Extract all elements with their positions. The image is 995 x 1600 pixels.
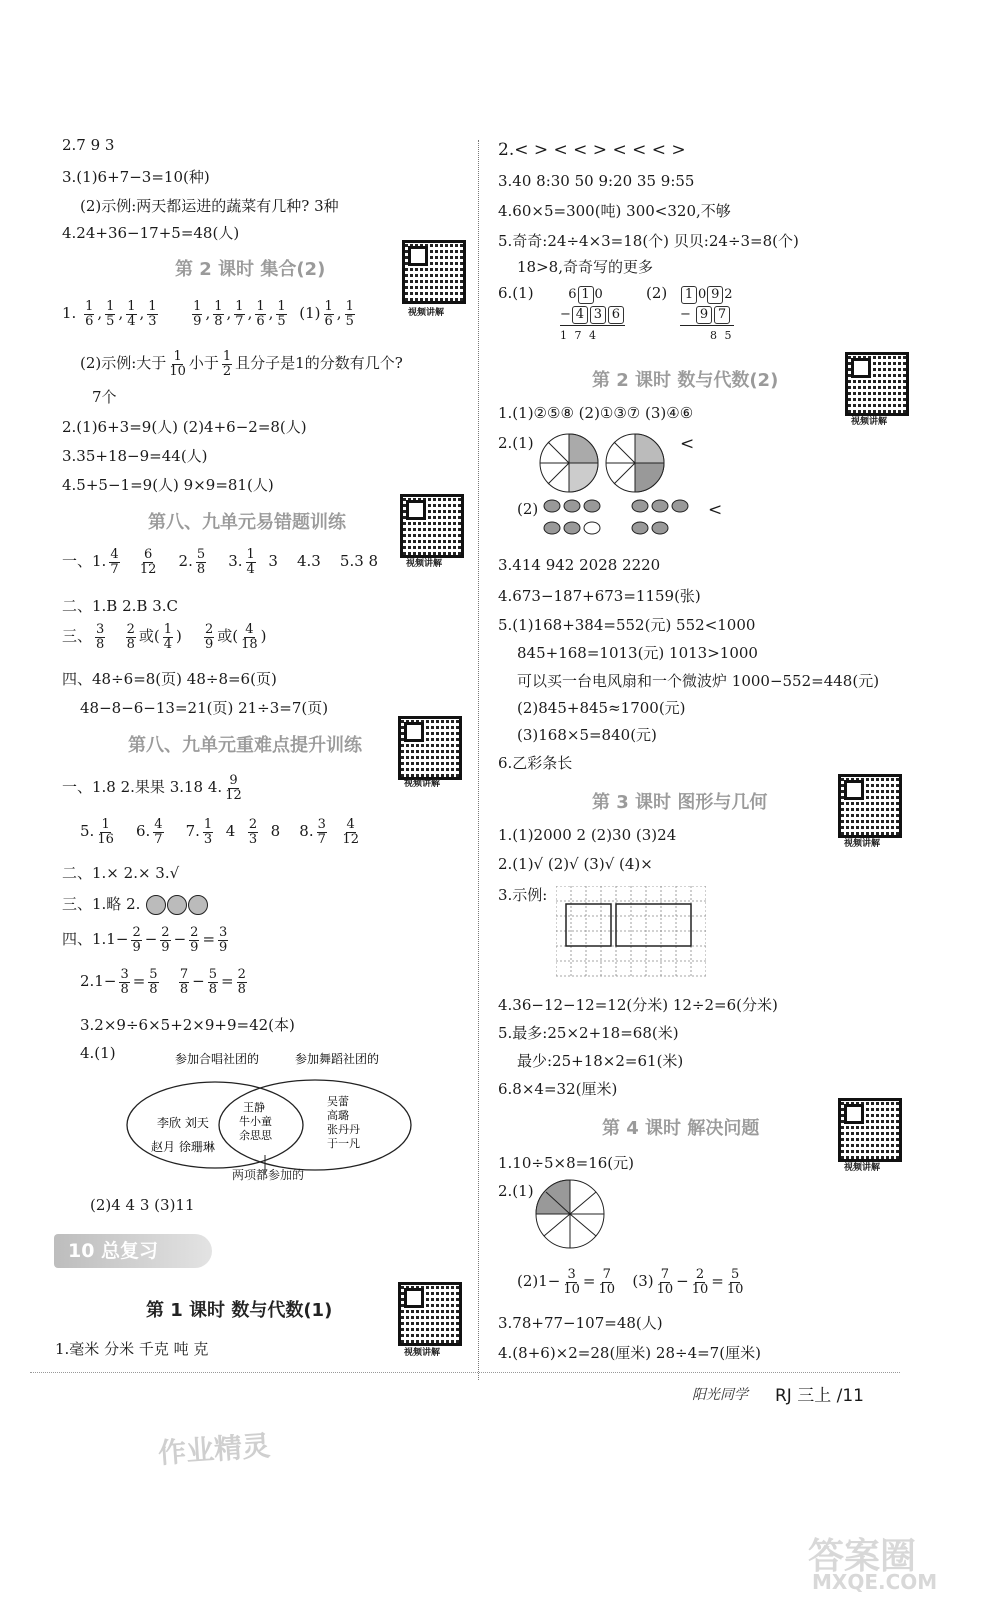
answer-line-fractions: 一、1.8 2.果果 3.18 4. $\frac{9}{12}$ (62, 773, 242, 803)
vertical-calc-2: 1 0 9 2 − 9 7 8 5 (680, 287, 734, 342)
watermark-right-top: 答案圈 (808, 1536, 917, 1577)
venn-mid-name: 余思思 (239, 1129, 272, 1142)
answer-line: 3.示例: (498, 886, 548, 904)
answer-line: 5.奇奇:24÷4×3=18(个) 贝贝:24÷3=8(个) (498, 232, 799, 250)
answer-line: 18>8,奇奇写的更多 (517, 258, 653, 276)
answer-line: 4.673−187+673=1159(张) (498, 587, 701, 605)
qr-caption: 视频讲解 (844, 1163, 881, 1173)
answer-line: 四、48÷6=8(页) 48÷8=6(页) (62, 670, 277, 688)
venn-bottom-label: 两项都参加的 (232, 1168, 305, 1182)
section-heading: 第 1 课时 数与代数(1) (146, 1300, 333, 1321)
compare-sign: < (680, 434, 695, 454)
qr-code-icon[interactable] (838, 774, 902, 838)
section-heading: 第八、九单元重难点提升训练 (128, 735, 362, 756)
answer-line: 4.(1) (80, 1044, 116, 1062)
answer-line: 845+168=1013(元) 1013>1000 (517, 644, 758, 662)
section-heading: 第 4 课时 解决问题 (602, 1118, 760, 1139)
page-number: RJ 三上 /11 (775, 1386, 864, 1406)
answer-line: 3.2×9÷6×5+2×9+9=42(本) (80, 1016, 295, 1034)
qr-code-icon[interactable] (398, 1282, 462, 1346)
answer-line: 二、1.B 2.B 3.C (62, 597, 178, 615)
answer-line: (2)示例:大于 $\frac{1}{10}$ 小于 $\frac{1}{2}$ 且分子是1的分数有几个? (80, 349, 403, 379)
qr-caption: 视频讲解 (844, 839, 881, 849)
grid-drawing (556, 886, 706, 978)
pie-fraction-figures (538, 432, 668, 494)
answer-line: 3.35+18−9=44(人) (62, 447, 208, 465)
answer-line: (2)4 4 3 (3)11 (90, 1196, 195, 1214)
answer-line: 可以买一台电风扇和一个微波炉 1000−552=448(元) (517, 672, 880, 690)
answer-line: (2)示例:两天都运进的蔬菜有几种? 3种 (80, 197, 339, 215)
answer-line: 4.(8+6)×2=28(厘米) 28÷4=7(厘米) (498, 1344, 761, 1362)
section-heading: 第 2 课时 数与代数(2) (592, 370, 779, 391)
answer-line: 1.毫米 分米 千克 吨 克 (55, 1340, 209, 1358)
vertical-calc-1: 6 1 0 − 4 3 6 1 7 4 (560, 285, 625, 346)
answer-line: 48−8−6−13=21(页) 21÷3=7(页) (80, 699, 329, 717)
answer-line: 4.24+36−17+5=48(人) (62, 224, 240, 242)
section-heading: 第 3 课时 图形与几何 (592, 792, 768, 813)
qr-code-icon[interactable] (400, 494, 464, 558)
venn-mid-name: 牛小童 (239, 1115, 272, 1128)
venn-right-name: 张丹丹 (327, 1123, 360, 1136)
answer-line: 2.(1) (498, 1182, 534, 1200)
answer-line: 1.(1)2000 2 (2)30 (3)24 (498, 826, 677, 844)
venn-right-name: 高璐 (327, 1109, 349, 1122)
answer-line: 6.乙彩条长 (498, 754, 573, 772)
answer-line: 3.78+77−107=48(人) (498, 1314, 663, 1332)
answer-line: 3.(1)6+7−3=10(种) (62, 168, 210, 186)
answer-line: 5.最多:25×2+18=68(米) (498, 1024, 679, 1042)
answer-line: 2.(1)√ (2)√ (3)√ (4)× (498, 855, 653, 873)
pie-fraction-figure (534, 1178, 606, 1250)
venn-mid-name: 王静 (243, 1101, 265, 1114)
answer-line: 5.(1)168+384=552(元) 552<1000 (498, 616, 756, 634)
qr-caption: 视频讲解 (851, 417, 888, 427)
answer-line-fractions: 四、1.1− $\frac{2}{9}$ − $\frac{2}{9}$ − $\frac{2}{9}$ = $\frac{3}{9}$ (62, 925, 228, 955)
watermark-left: 作业精灵 (157, 1429, 272, 1470)
qr-caption: 视频讲解 (404, 779, 441, 789)
answer-line: 三、1.略 2. (62, 893, 211, 916)
venn-title-right: 参加舞蹈社团的 (295, 1052, 380, 1066)
watermark-right-bottom: MXQE.COM (812, 1570, 938, 1594)
qr-code-icon[interactable] (838, 1098, 902, 1162)
vertical-calc-label: (2) (646, 284, 668, 302)
venn-left-name: 赵月 徐珊琳 (151, 1140, 215, 1154)
answer-line-fractions: 1. $\frac{1}{6}$ , $\frac{1}{5}$ , $\frac{1}{4}$ , $\frac{1}{3}$ $\frac{1}{9}$ , $\frac{1}{8}$ , $\frac{1}{7}$ , $\frac{1}{6}$ , $\frac{1}{5}$ (1) $\frac{1}{6}$ , $\frac{1}{5}$ (62, 299, 354, 329)
qr-caption: 视频讲解 (406, 559, 443, 569)
answer-line-fractions: (2)1− $\frac{3}{10}$ = $\frac{7}{10}$ (3) $\frac{7}{10}$ − $\frac{2}{10}$ = $\frac{5}{10}$ (517, 1267, 744, 1297)
answer-line: 4.5+5−1=9(人) 9×9=81(人) (62, 476, 274, 494)
answer-line: 二、1.× 2.× 3.√ (62, 864, 180, 882)
answer-line: 7个 (92, 388, 117, 406)
compare-sign: < (708, 500, 723, 520)
answer-line: 1.(1)②⑤⑧ (2)①③⑦ (3)④⑥ (498, 404, 694, 422)
answer-line: 2.< > < < > < < < > (498, 140, 686, 160)
mushroom-groups-icon (540, 498, 700, 544)
vertical-calc: 6.(1) (498, 284, 534, 302)
answer-line: 3.414 942 2028 2220 (498, 556, 661, 574)
answer-line: 1.10÷5×8=16(元) (498, 1154, 634, 1172)
answer-line: 4.36−12−12=12(分米) 12÷2=6(分米) (498, 996, 778, 1014)
answer-line: 最少:25+18×2=61(米) (517, 1052, 684, 1070)
column-divider (478, 140, 479, 1380)
venn-right-name: 于一凡 (327, 1137, 360, 1150)
qr-code-icon[interactable] (402, 240, 466, 304)
shaded-circles-icon (145, 894, 211, 916)
brand-logo: 阳光同学 (692, 1387, 748, 1403)
venn-diagram (115, 1045, 425, 1185)
answer-line: (2)845+845≈1700(元) (517, 699, 686, 717)
answer-line: (2) (517, 500, 539, 518)
qr-code-icon[interactable] (398, 716, 462, 780)
venn-title-left: 参加合唱社团的 (175, 1052, 260, 1066)
qr-code-icon[interactable] (845, 352, 909, 416)
answer-line-fractions: 5. $\frac{1}{16}$ 6. $\frac{4}{7}$ 7. $\frac{1}{3}$ 4 $\frac{2}{3}$ 8 8. $\frac{3}{7}$ $\frac{4}{12}$ (80, 817, 359, 847)
answer-line: (3)168×5=840(元) (517, 726, 657, 744)
section-heading: 第 2 课时 集合(2) (175, 259, 326, 280)
section-heading: 第八、九单元易错题训练 (148, 512, 346, 533)
answer-line: 2.(1) (498, 434, 534, 452)
answer-line-fractions: 一、1. $\frac{4}{7}$ $\frac{6}{12}$ 2. $\frac{5}{8}$ 3. $\frac{1}{4}$ 3 4.3 5.3 8 (62, 547, 379, 577)
chapter-banner: 10 总复习 (54, 1234, 212, 1268)
answer-line: 2.7 9 3 (62, 136, 115, 154)
answer-line: 3.40 8:30 50 9:20 35 9:55 (498, 172, 695, 190)
answer-line: 4.60×5=300(吨) 300<320,不够 (498, 202, 731, 220)
qr-caption: 视频讲解 (408, 308, 445, 318)
answer-line: 2.(1)6+3=9(人) (2)4+6−2=8(人) (62, 418, 307, 436)
footer-rule (30, 1372, 900, 1373)
venn-right-name: 吴蕾 (327, 1095, 349, 1108)
answer-line: 6.8×4=32(厘米) (498, 1080, 618, 1098)
venn-left-name: 李欣 刘天 (157, 1116, 209, 1130)
answer-line-fractions: 2.1− $\frac{3}{8}$ = $\frac{5}{8}$ $\frac{7}{8}$ − $\frac{5}{8}$ = $\frac{2}{8}$ (80, 967, 246, 997)
qr-caption: 视频讲解 (404, 1348, 441, 1358)
answer-line-fractions: 三、 $\frac{3}{8}$ $\frac{2}{8}$ 或( $\frac{1}{4}$ ) $\frac{2}{9}$ 或( $\frac{4}{18}$ ) (62, 622, 267, 652)
